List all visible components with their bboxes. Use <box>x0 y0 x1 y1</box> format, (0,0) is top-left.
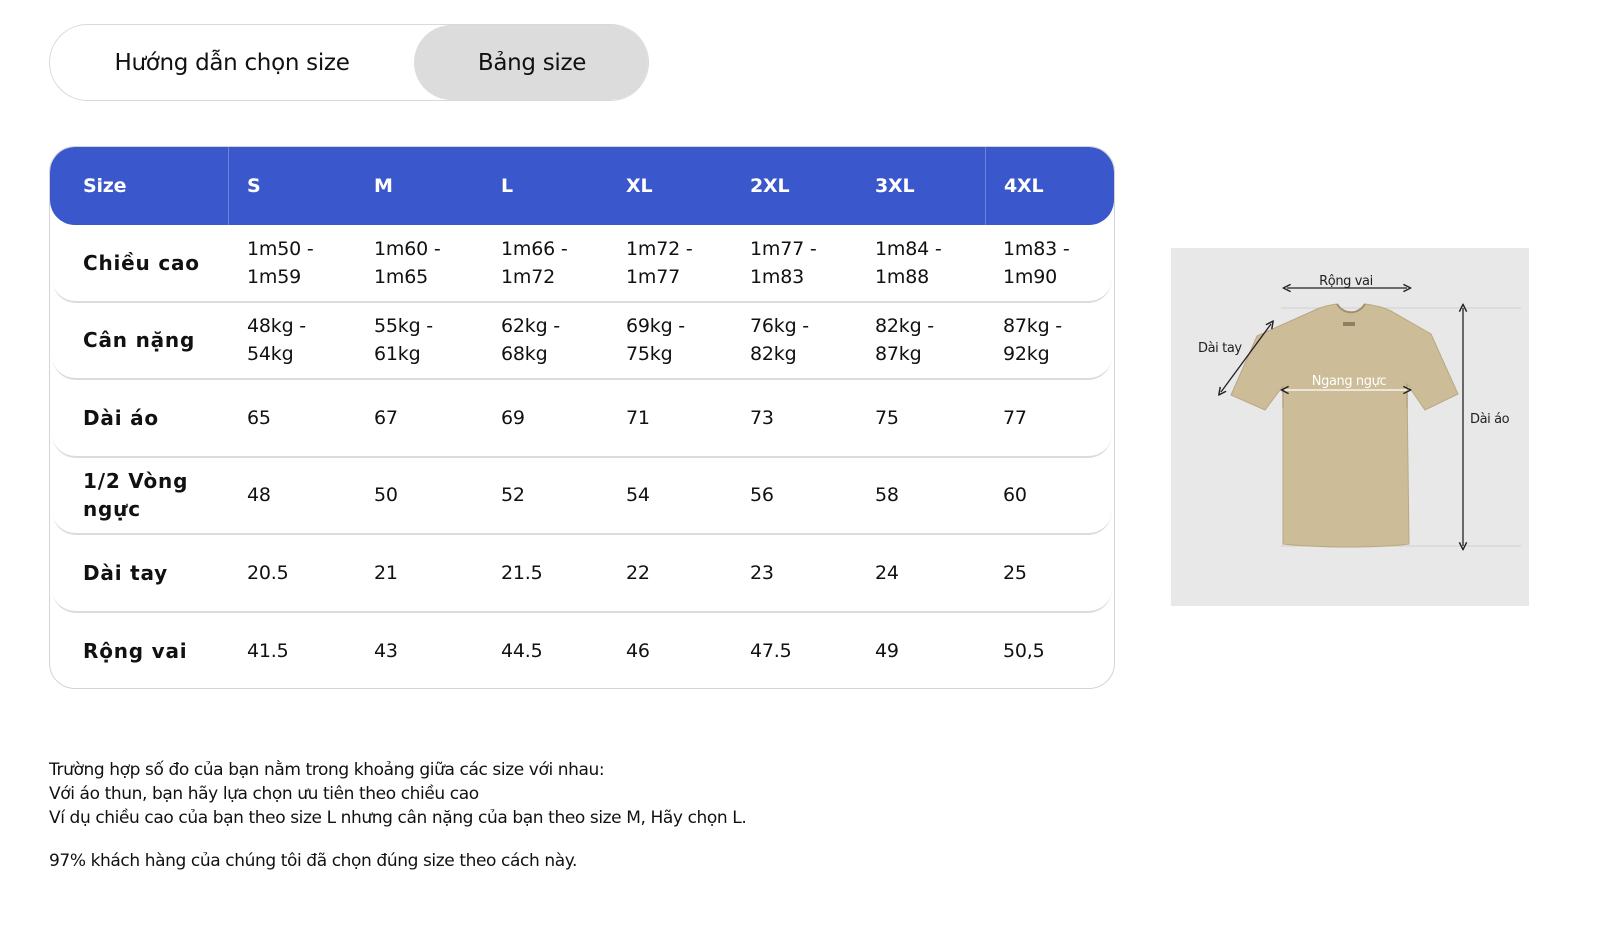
cell-line: 87kg <box>875 343 922 366</box>
table-cell: 46 <box>626 640 650 663</box>
cell-line: 1m72 - <box>626 237 693 260</box>
cell-line: 1m84 - <box>875 237 942 260</box>
row-label: 1/2 Vòng ngực <box>83 469 189 522</box>
table-cell: 24 <box>875 561 899 584</box>
table-cell <box>857 312 985 368</box>
cell-line: 1m66 - <box>501 237 568 260</box>
table-row <box>52 225 1112 303</box>
table-cell: 52 <box>501 484 525 507</box>
table-cell <box>356 312 483 368</box>
cell-line: 61kg <box>374 343 421 366</box>
cell-line: 1m72 <box>501 265 555 288</box>
table-cell <box>608 312 732 368</box>
cell-line: 68kg <box>501 343 548 366</box>
header-size: Size <box>50 147 229 225</box>
table-row <box>52 380 1112 458</box>
table-cell: 25 <box>1003 561 1027 584</box>
table-cell <box>857 235 985 291</box>
shirt-diagram <box>1171 248 1529 606</box>
table-cell: 73 <box>750 406 774 429</box>
table-cell: 21.5 <box>501 561 543 584</box>
table-cell <box>229 235 356 291</box>
table-cell <box>356 235 483 291</box>
table-cell: 67 <box>374 406 398 429</box>
header-4xl: 4XL <box>985 147 1112 225</box>
table-cell: 44.5 <box>501 640 543 663</box>
table-cell <box>985 312 1112 368</box>
table-cell: 75 <box>875 406 899 429</box>
table-cell: 21 <box>374 561 398 584</box>
note-line: Trường hợp số đo của bạn nằm trong khoảng giữa các size với nhau: <box>49 760 605 780</box>
note-line: 97% khách hàng của chúng tôi đã chọn đúng size theo cách này. <box>49 851 577 871</box>
table-cell <box>483 312 608 368</box>
table-cell: 54 <box>626 484 650 507</box>
note-line: Với áo thun, bạn hãy lựa chọn ưu tiên theo chiều cao <box>49 784 479 804</box>
table-row <box>52 303 1112 381</box>
table-cell: 22 <box>626 561 650 584</box>
header-3xl: 3XL <box>875 175 915 197</box>
label-tag <box>1343 322 1355 326</box>
row-label: Dài tay <box>83 560 168 585</box>
cell-line: 1m77 <box>626 265 680 288</box>
table-cell: 58 <box>875 484 899 507</box>
table-row <box>52 535 1112 613</box>
size-table-header <box>50 147 1114 225</box>
cell-line: 1m50 - <box>247 237 314 260</box>
label-sleeve: Dài tay <box>1198 341 1242 356</box>
table-row <box>52 613 1112 690</box>
cell-line: 54kg <box>247 343 294 366</box>
cell-line: 87kg - <box>1003 315 1062 338</box>
header-l: L <box>501 175 513 197</box>
cell-line: 92kg <box>1003 343 1050 366</box>
cell-line: 1m59 <box>247 265 301 288</box>
cell-line: 1m65 <box>374 265 428 288</box>
table-cell: 20.5 <box>247 561 289 584</box>
table-cell: 23 <box>750 561 774 584</box>
cell-line: 1m88 <box>875 265 929 288</box>
cell-line: 75kg <box>626 343 673 366</box>
table-row <box>52 458 1112 536</box>
cell-line: 1m83 - <box>1003 237 1070 260</box>
cell-line: 1m90 <box>1003 265 1057 288</box>
label-shoulder: Rộng vai <box>1319 274 1373 289</box>
header-m: M <box>374 175 393 197</box>
cell-line: 69kg - <box>626 315 685 338</box>
note-line: Ví dụ chiều cao của bạn theo size L nhưng cân nặng của bạn theo size M, Hãy chọn L. <box>49 808 747 828</box>
table-cell <box>229 312 356 368</box>
label-length: Dài áo <box>1470 412 1510 427</box>
table-cell: 65 <box>247 406 271 429</box>
table-cell <box>608 235 732 291</box>
label-chest: Ngang ngực <box>1311 374 1387 389</box>
cell-line: 1m77 - <box>750 237 817 260</box>
row-label: Cân nặng <box>83 328 196 353</box>
tshirt-icon <box>1231 304 1458 547</box>
table-cell <box>483 235 608 291</box>
table-cell: 77 <box>1003 406 1027 429</box>
row-label: Rộng vai <box>83 639 188 664</box>
table-cell: 50 <box>374 484 398 507</box>
header-xl: XL <box>626 175 653 197</box>
tab-size-table[interactable]: Bảng size <box>414 25 649 100</box>
cell-line: 48kg - <box>247 315 306 338</box>
table-cell: 60 <box>1003 484 1027 507</box>
cell-line: 62kg - <box>501 315 560 338</box>
cell-line: 1m83 <box>750 265 804 288</box>
table-cell <box>732 235 857 291</box>
cell-line: 82kg <box>750 343 797 366</box>
table-cell <box>985 235 1112 291</box>
table-cell: 48 <box>247 484 271 507</box>
cell-line: 82kg - <box>875 315 934 338</box>
shirt-measurement-figure <box>1171 248 1529 606</box>
row-label: Chiều cao <box>83 250 200 275</box>
table-cell: 43 <box>374 640 398 663</box>
table-cell: 71 <box>626 406 650 429</box>
table-cell <box>732 312 857 368</box>
table-cell: 69 <box>501 406 525 429</box>
size-table <box>49 146 1115 689</box>
size-table-body <box>50 225 1114 689</box>
header-s: S <box>247 175 261 197</box>
table-cell: 56 <box>750 484 774 507</box>
row-label: Dài áo <box>83 405 159 430</box>
header-2xl: 2XL <box>750 175 790 197</box>
table-cell: 41.5 <box>247 640 289 663</box>
tab-size-guide[interactable]: Hướng dẫn chọn size <box>114 49 350 76</box>
cell-line: 76kg - <box>750 315 809 338</box>
table-cell: 49 <box>875 640 899 663</box>
cell-line: 1m60 - <box>374 237 441 260</box>
size-tabs <box>49 24 649 101</box>
cell-line: 55kg - <box>374 315 433 338</box>
size-notes <box>49 758 949 873</box>
table-cell: 47.5 <box>750 640 792 663</box>
table-cell: 50,5 <box>1003 640 1045 663</box>
